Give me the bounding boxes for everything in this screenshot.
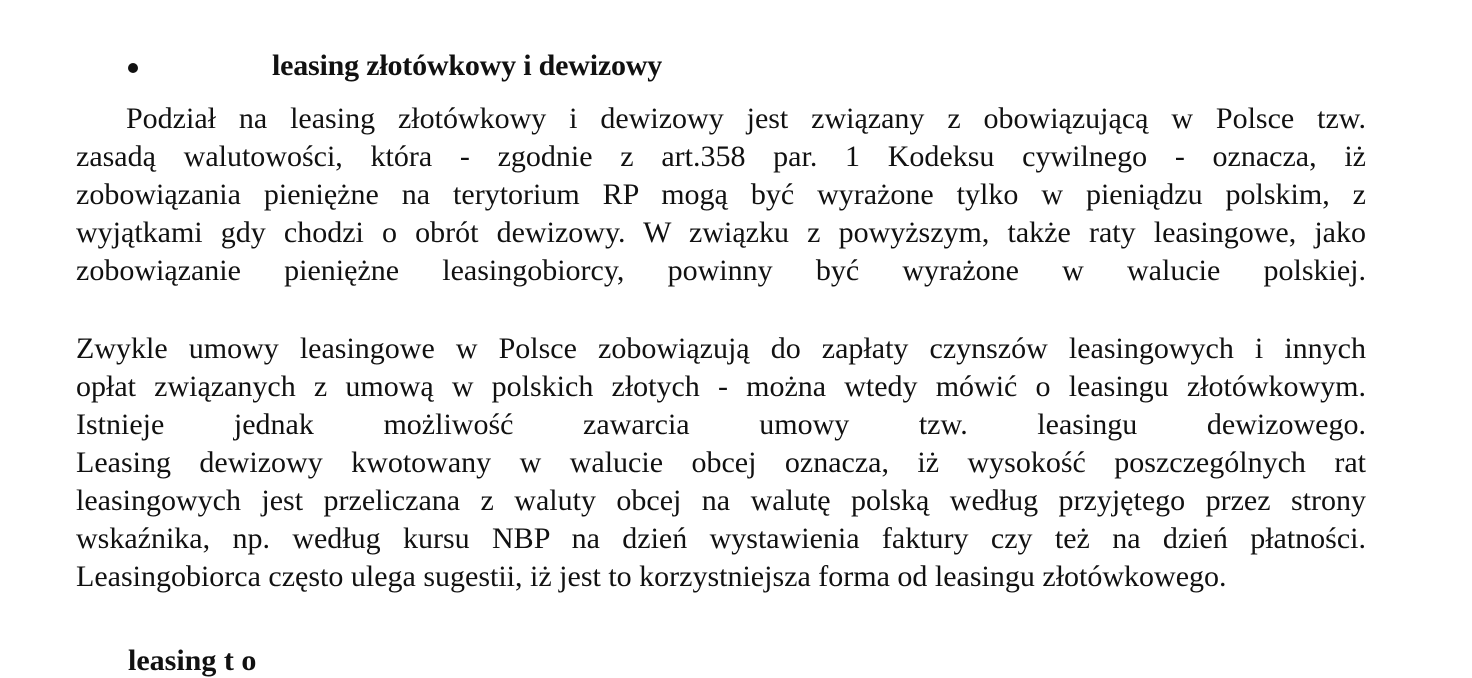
paragraph-line: leasingowych jest przeliczana z waluty obcej na walutę polską według przyjętego przez strony [76,484,1366,517]
paragraph-line: wskaźnika, np. według kursu NBP na dzień wystawienia faktury czy też na dzień płatności. [76,522,1366,555]
paragraph-line: Zwykle umowy leasingowe w Polsce zobowiązują do zapłaty czynszów leasingowych i innych [76,332,1366,365]
paragraph-currency-principle [76,100,1366,290]
cut-off-next-heading [128,630,428,677]
paragraph-line: Leasing dewizowy kwotowany w walucie obcej oznacza, iż wysokość poszczególnych rat [76,446,1366,479]
paragraph-line: Istnieje jednak możliwość zawarcia umowy tzw. leasingu dewizowego. [76,408,1366,441]
paragraph-line: zasadą walutowości, która - zgodnie z art.358 par. 1 Kodeksu cywilnego - oznacza, iż [76,140,1366,173]
paragraph-line: zobowiązanie pieniężne leasingobiorcy, powinny być wyrażone w walucie polskiej. [76,254,1366,287]
paragraph-foreign-currency-leasing [76,330,1366,596]
paragraph-line: Leasingobiorca często ulega sugestii, iż jest to korzystniejsza forma od leasingu złotówkowego. [76,560,1227,593]
paragraph-line: Podział na leasing złotówkowy i dewizowy jest związany z obowiązującą w Polsce tzw. [126,102,1366,135]
section-heading [128,46,662,86]
paragraph-line: zobowiązania pieniężne na terytorium RP mogą być wyrażone tylko w pieniądzu polskim, z [76,178,1366,211]
heading-text: leasing złotówkowy i dewizowy [272,49,663,82]
bullet-icon [128,63,138,73]
next-heading-fragment-icon: leasing t o [128,644,257,677]
paragraph-line: wyjątkami gdy chodzi o obrót dewizowy. W związku z powyższym, także raty leasingowe, jako [76,216,1366,249]
paragraph-line: opłat związanych z umową w polskich złotych - można wtedy mówić o leasingu złotówkowym. [76,370,1366,403]
